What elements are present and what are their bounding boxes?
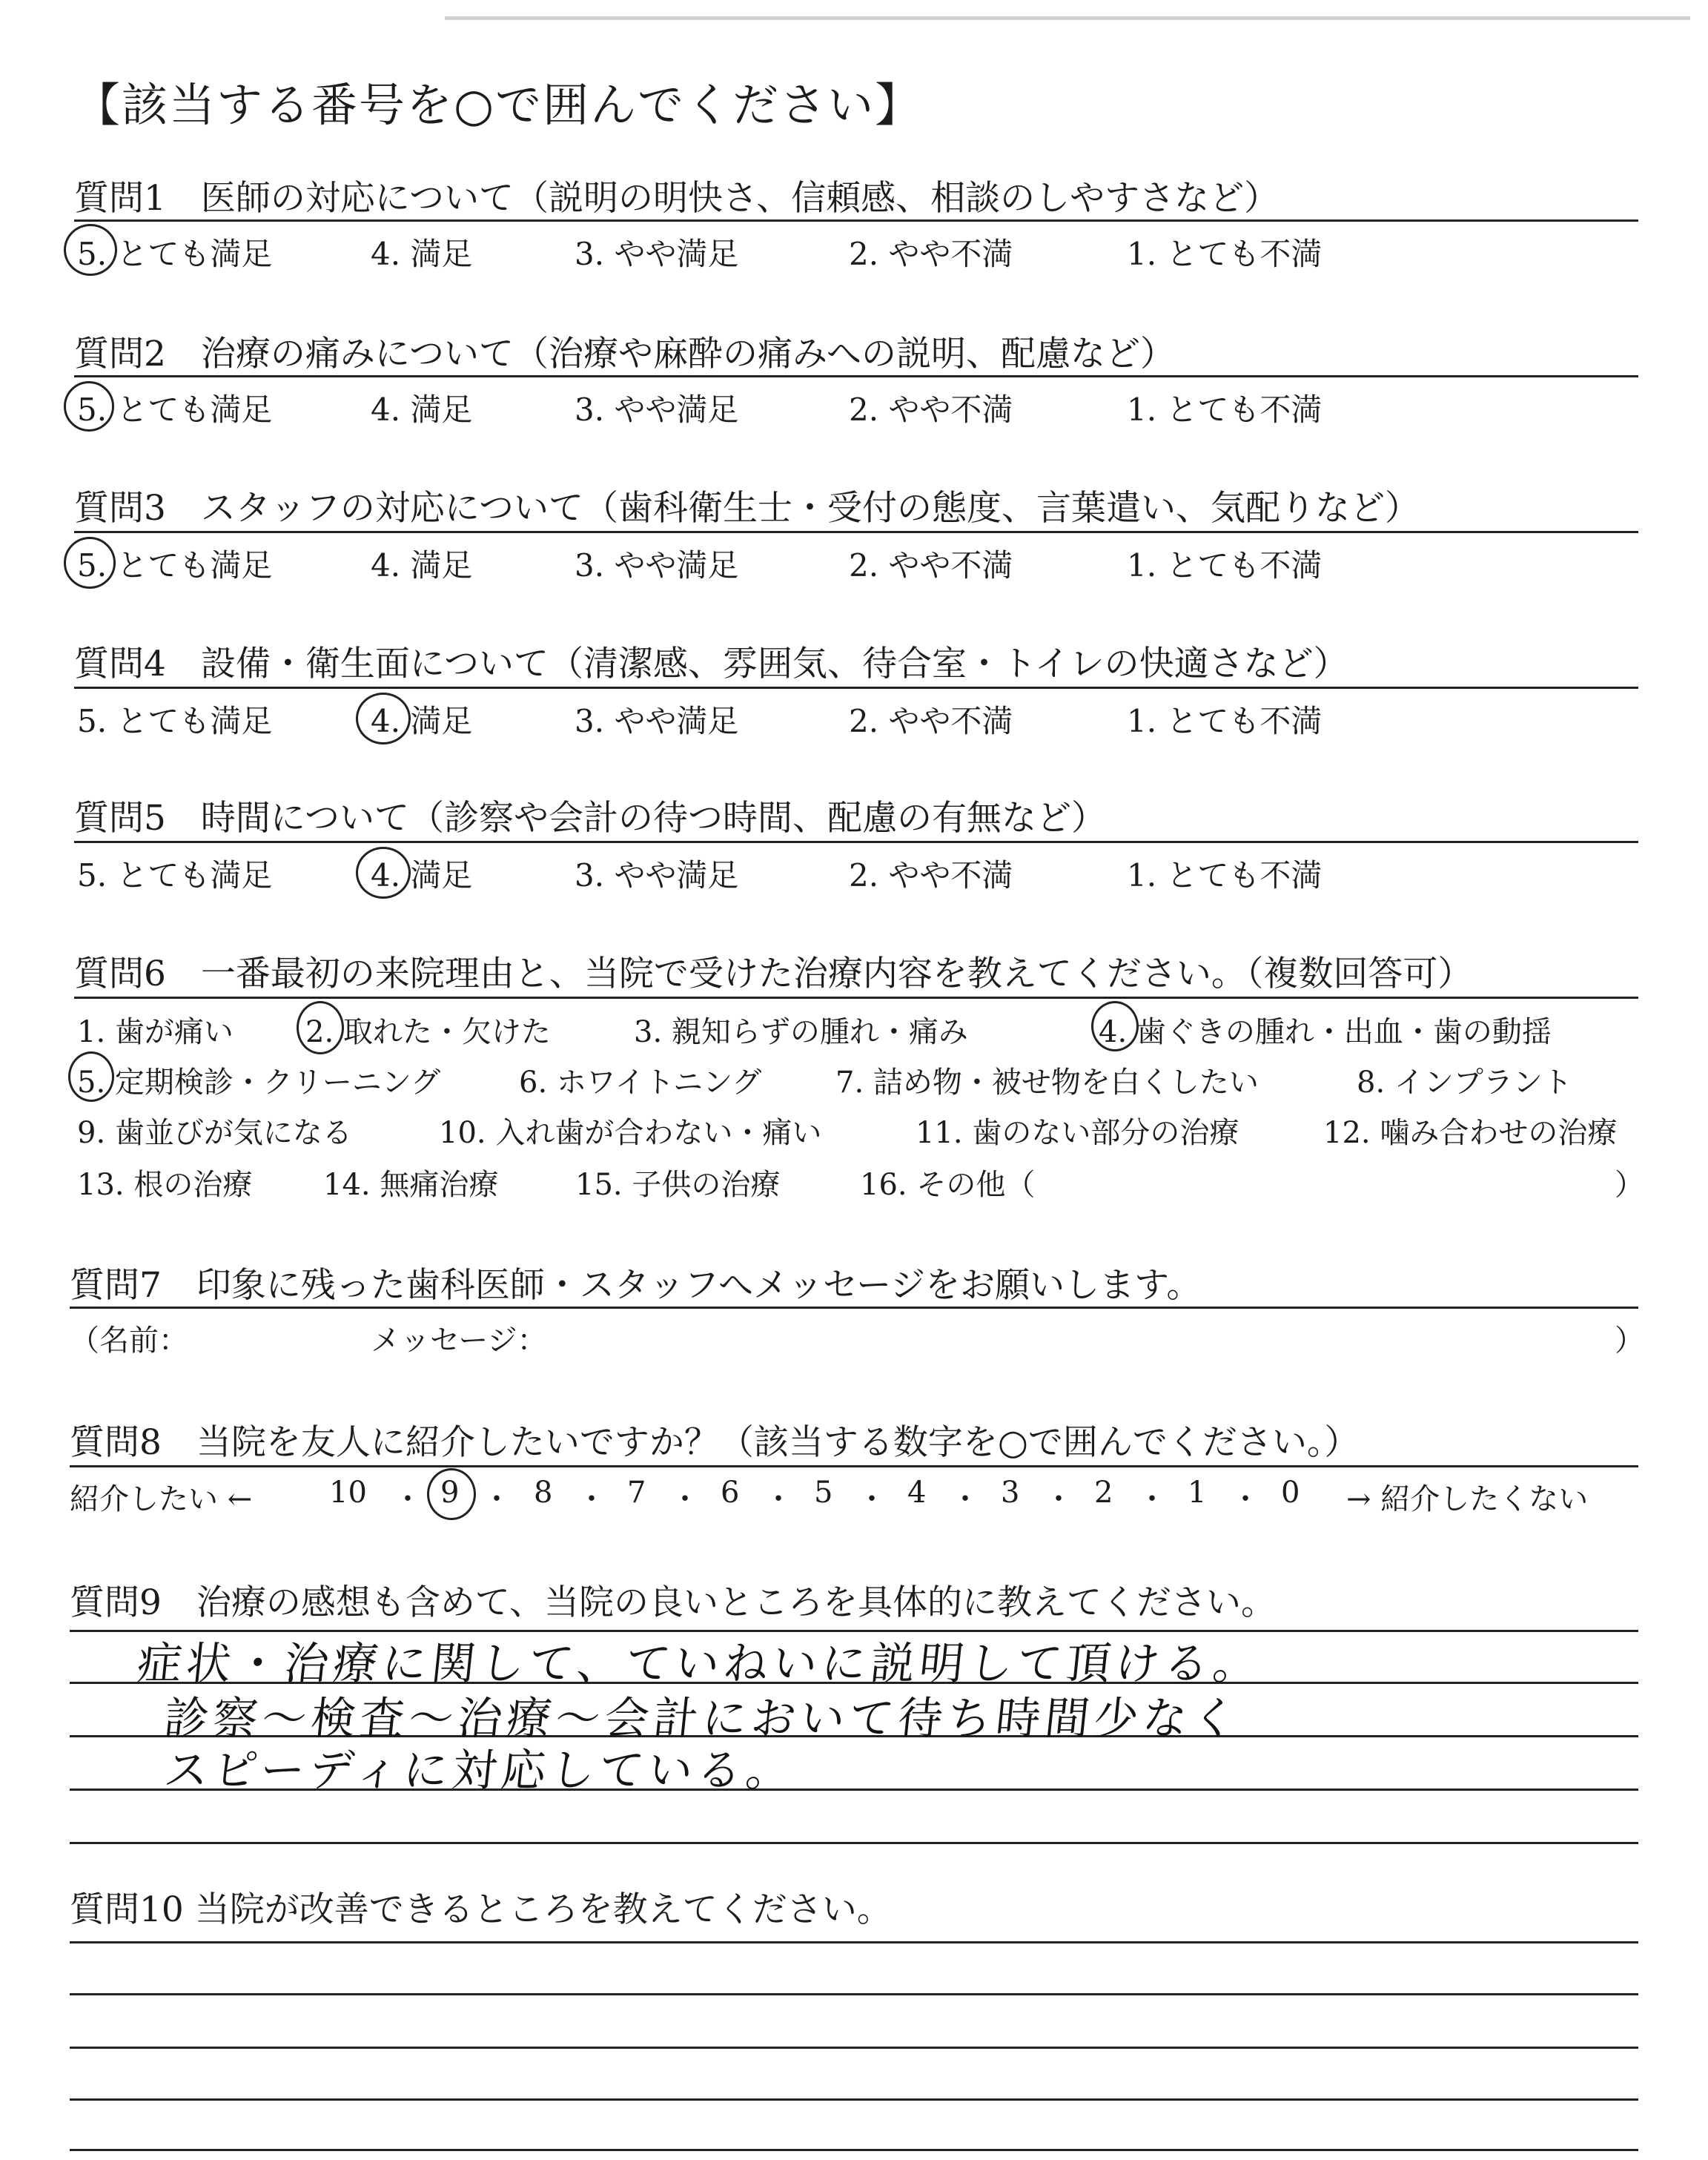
question-7-rule — [70, 1307, 1638, 1309]
q8-number-9[interactable]: 9 — [440, 1476, 460, 1510]
q8-number-2[interactable]: 2 — [1094, 1476, 1113, 1510]
q3-selected-circle — [64, 537, 116, 589]
q6-option-1[interactable]: 1. 歯が痛い — [77, 1015, 234, 1049]
q8-left-label: 紹介したい ← — [70, 1482, 253, 1516]
question-8-title: 質問8 当院を友人に紹介したいですか？（該当する数字を○で囲んでください。） — [70, 1422, 1360, 1463]
q1-option-4[interactable]: 4. 満足 — [371, 236, 473, 272]
q2-selected-circle — [64, 381, 114, 432]
q5-option-4[interactable]: 4. 満足 — [371, 857, 473, 894]
q3-option-4[interactable]: 4. 満足 — [371, 547, 473, 584]
q6-option-16[interactable]: 16. その他（ — [860, 1168, 1036, 1202]
q3-option-1[interactable]: 1. とても不満 — [1127, 547, 1323, 584]
q5-option-1[interactable]: 1. とても不満 — [1127, 857, 1323, 894]
q10-rule-1 — [70, 1941, 1638, 1943]
q6-option-10[interactable]: 10. 入れ歯が合わない・痛い — [439, 1116, 822, 1150]
form-title: 【該当する番号を○で囲んでください】 — [74, 78, 923, 132]
q8-separator: ・ — [577, 1482, 606, 1516]
q1-option-2[interactable]: 2. やや不満 — [849, 236, 1013, 272]
q4-option-5[interactable]: 5. とても満足 — [77, 703, 273, 739]
q2-option-5[interactable]: 5. とても満足 — [77, 392, 273, 428]
question-7-title: 質問7 印象に残った歯科医師・スタッフへメッセージをお願いします。 — [70, 1265, 1202, 1306]
q2-option-4[interactable]: 4. 満足 — [371, 392, 473, 428]
q5-selected-circle — [356, 847, 411, 899]
q4-option-1[interactable]: 1. とても不満 — [1127, 703, 1323, 739]
q1-selected-circle — [64, 224, 117, 276]
q1-option-3[interactable]: 3. やや満足 — [575, 236, 739, 272]
question-3-title: 質問3 スタッフの対応について（歯科衛生士・受付の態度、言葉遣い、気配りなど） — [74, 488, 1420, 529]
q1-option-5[interactable]: 5. とても満足 — [77, 236, 273, 272]
q6-option-8[interactable]: 8. インプラント — [1357, 1066, 1572, 1100]
q8-number-3[interactable]: 3 — [1001, 1476, 1020, 1510]
q5-option-2[interactable]: 2. やや不満 — [849, 857, 1013, 894]
q8-number-1[interactable]: 1 — [1188, 1476, 1207, 1510]
question-4-rule — [74, 687, 1638, 689]
q5-option-5[interactable]: 5. とても満足 — [77, 857, 273, 894]
q8-number-6[interactable]: 6 — [721, 1476, 740, 1510]
q6-option-2[interactable]: 2. 取れた・欠けた — [305, 1015, 551, 1049]
question-3-rule — [74, 531, 1638, 533]
q9-answer-line-3: スピーディに対応している。 — [161, 1745, 798, 1797]
q6-other-close-paren: ） — [1615, 1168, 1644, 1202]
q8-separator: ・ — [857, 1482, 887, 1516]
q7-name-field[interactable] — [222, 1312, 356, 1350]
q6-option-3[interactable]: 3. 親知らずの腫れ・痛み — [634, 1015, 968, 1049]
question-2-title: 質問2 治療の痛みについて（治療や麻酔の痛みへの説明、配慮など） — [74, 334, 1176, 374]
q3-option-5[interactable]: 5. とても満足 — [77, 547, 273, 584]
q6-selected-circle-5 — [68, 1051, 114, 1102]
q6-selected-circle-4 — [1091, 1001, 1139, 1051]
q7-message-label: メッセージ： — [371, 1324, 547, 1358]
q8-number-5[interactable]: 5 — [814, 1476, 833, 1510]
q8-separator: ・ — [1231, 1482, 1260, 1516]
q6-option-4[interactable]: 4. 歯ぐきの腫れ・出血・歯の動揺 — [1099, 1015, 1552, 1049]
question-6-rule — [74, 997, 1638, 999]
q6-option-7[interactable]: 7. 詰め物・被せ物を白くしたい — [835, 1066, 1259, 1100]
q8-separator: ・ — [1137, 1482, 1167, 1516]
question-9-title: 質問9 治療の感想も含めて、当院の良いところを具体的に教えてください。 — [70, 1582, 1276, 1623]
question-4-title: 質問4 設備・衛生面について（清潔感、雰囲気、待合室・トイレの快適さなど） — [74, 644, 1348, 684]
q6-selected-circle-2 — [297, 1001, 344, 1054]
q8-separator: ・ — [393, 1482, 423, 1516]
q8-number-4[interactable]: 4 — [907, 1476, 927, 1510]
q8-number-7[interactable]: 7 — [627, 1476, 646, 1510]
q9-answer-line-2: 診察〜検査〜治療〜会計において待ち時間少なく — [161, 1693, 1244, 1745]
q4-option-2[interactable]: 2. やや不満 — [849, 703, 1013, 739]
q2-option-1[interactable]: 1. とても不満 — [1127, 392, 1323, 428]
q8-separator: ・ — [1044, 1482, 1073, 1516]
q10-rule-5 — [70, 2149, 1638, 2151]
q6-option-12[interactable]: 12. 噛み合わせの治療 — [1323, 1116, 1618, 1150]
question-2-rule — [74, 375, 1638, 377]
q6-option-5[interactable]: 5. 定期検診・クリーニング — [77, 1066, 441, 1100]
q6-option-15[interactable]: 15. 子供の治療 — [575, 1168, 781, 1202]
q2-option-3[interactable]: 3. やや満足 — [575, 392, 739, 428]
q6-option-6[interactable]: 6. ホワイトニング — [519, 1066, 762, 1100]
q8-selected-circle — [427, 1468, 476, 1520]
q7-message-field[interactable] — [563, 1312, 1601, 1350]
question-5-rule — [74, 841, 1638, 843]
q8-number-10[interactable]: 10 — [329, 1476, 367, 1510]
q10-rule-4 — [70, 2098, 1638, 2101]
q6-option-13[interactable]: 13. 根の治療 — [77, 1168, 253, 1202]
question-1-title: 質問1 医師の対応について（説明の明快さ、信頼感、相談のしやすさなど） — [74, 178, 1280, 219]
question-10-title: 質問10 当院が改善できるところを教えてください。 — [70, 1889, 892, 1930]
question-8-rule — [70, 1465, 1638, 1467]
q10-rule-3 — [70, 2047, 1638, 2049]
q8-separator: ・ — [950, 1482, 980, 1516]
q9-rule-5 — [70, 1842, 1638, 1844]
q9-answer-line-1: 症状・治療に関して、ていねいに説明して頂ける。 — [134, 1638, 1265, 1690]
q4-option-4[interactable]: 4. 満足 — [371, 703, 473, 739]
q3-option-3[interactable]: 3. やや満足 — [575, 547, 739, 584]
question-5-title: 質問5 時間について（診察や会計の待つ時間、配慮の有無など） — [74, 798, 1106, 839]
q3-option-2[interactable]: 2. やや不満 — [849, 547, 1013, 584]
q7-name-label: （名前： — [70, 1324, 188, 1358]
scan-edge-line — [445, 16, 1690, 20]
q8-number-0[interactable]: 0 — [1281, 1476, 1300, 1510]
q10-rule-2 — [70, 1993, 1638, 1995]
q6-option-14[interactable]: 14. 無痛治療 — [323, 1168, 499, 1202]
q8-separator: ・ — [764, 1482, 793, 1516]
question-6-title: 質問6 一番最初の来院理由と、当院で受けた治療内容を教えてください。（複数回答可） — [74, 954, 1473, 994]
q4-selected-circle — [356, 693, 411, 744]
q8-separator: ・ — [482, 1482, 512, 1516]
q6-option-11[interactable]: 11. 歯のない部分の治療 — [916, 1116, 1239, 1150]
q8-separator: ・ — [670, 1482, 700, 1516]
q2-option-2[interactable]: 2. やや不満 — [849, 392, 1013, 428]
q5-option-3[interactable]: 3. やや満足 — [575, 857, 739, 894]
q8-right-label: → 紹介したくない — [1346, 1482, 1589, 1516]
q1-option-1[interactable]: 1. とても不満 — [1127, 236, 1323, 272]
question-1-rule — [74, 219, 1638, 222]
q7-close-paren: ） — [1615, 1324, 1644, 1358]
q8-number-8[interactable]: 8 — [534, 1476, 553, 1510]
q4-option-3[interactable]: 3. やや満足 — [575, 703, 739, 739]
q6-option-9[interactable]: 9. 歯並びが気になる — [77, 1116, 352, 1150]
